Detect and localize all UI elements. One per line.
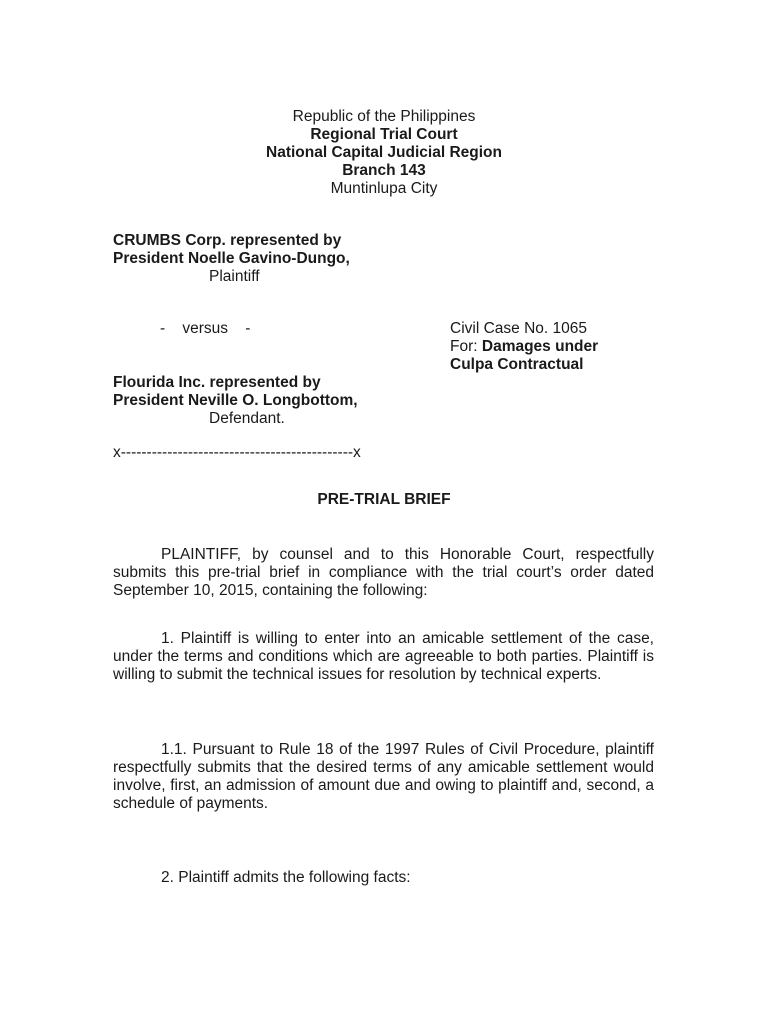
plaintiff-role: Plaintiff [209, 268, 260, 285]
court-name: Regional Trial Court [310, 126, 458, 143]
case-for-label: For: [450, 338, 482, 355]
paragraph-1-text: 1. Plaintiff is willing to enter into an amicable settlement of the case, under the terms and conditions which are agreeable to both parties. Plaintiff is willing to submit the technical issues for resolution by technical experts. [113, 630, 654, 683]
document-title: PRE-TRIAL BRIEF [317, 491, 451, 508]
paragraph-1-1-text: 1.1. Pursuant to Rule 18 of the 1997 Rules of Civil Procedure, plaintiff respectfully submits that the desired terms of any amicable settlement would involve, first, an admission of amount due and owing to plaintiff and, second, a schedule of payments. [113, 741, 654, 812]
paragraph-1-1 [113, 741, 654, 813]
paragraph-2-text: 2. Plaintiff admits the following facts: [161, 869, 411, 886]
defendant-role: Defendant. [209, 410, 285, 427]
judicial-region: National Capital Judicial Region [266, 144, 502, 161]
paragraph-1 [113, 630, 654, 684]
defendant-name-line2: President Neville O. Longbottom, [113, 392, 358, 409]
city-line: Muntinlupa City [330, 180, 438, 197]
case-nature-line1: Damages under [481, 338, 599, 355]
plaintiff-name-line2: President Noelle Gavino-Dungo, [113, 250, 350, 267]
defendant-name-line1: Flourida Inc. represented by [113, 374, 321, 391]
intro-paragraph [113, 546, 654, 600]
case-number: Civil Case No. 1065 [450, 320, 587, 337]
branch-number: Branch 143 [342, 162, 426, 179]
case-nature-line2: Culpa Contractual [450, 356, 584, 373]
caption-separator: x---------------------------------------------x [113, 444, 361, 461]
versus-label: - versus - [160, 320, 251, 337]
plaintiff-name-line1: CRUMBS Corp. represented by [113, 232, 342, 249]
court-header [0, 108, 768, 198]
country-line: Republic of the Philippines [292, 108, 476, 125]
paragraph-2 [113, 869, 654, 887]
case-nature [450, 338, 598, 356]
intro-text: PLAINTIFF, by counsel and to this Honorable Court, respectfully submits this pre-trial brief in compliance with the trial court’s order dated September 10, 2015, containing the following: [113, 546, 654, 599]
